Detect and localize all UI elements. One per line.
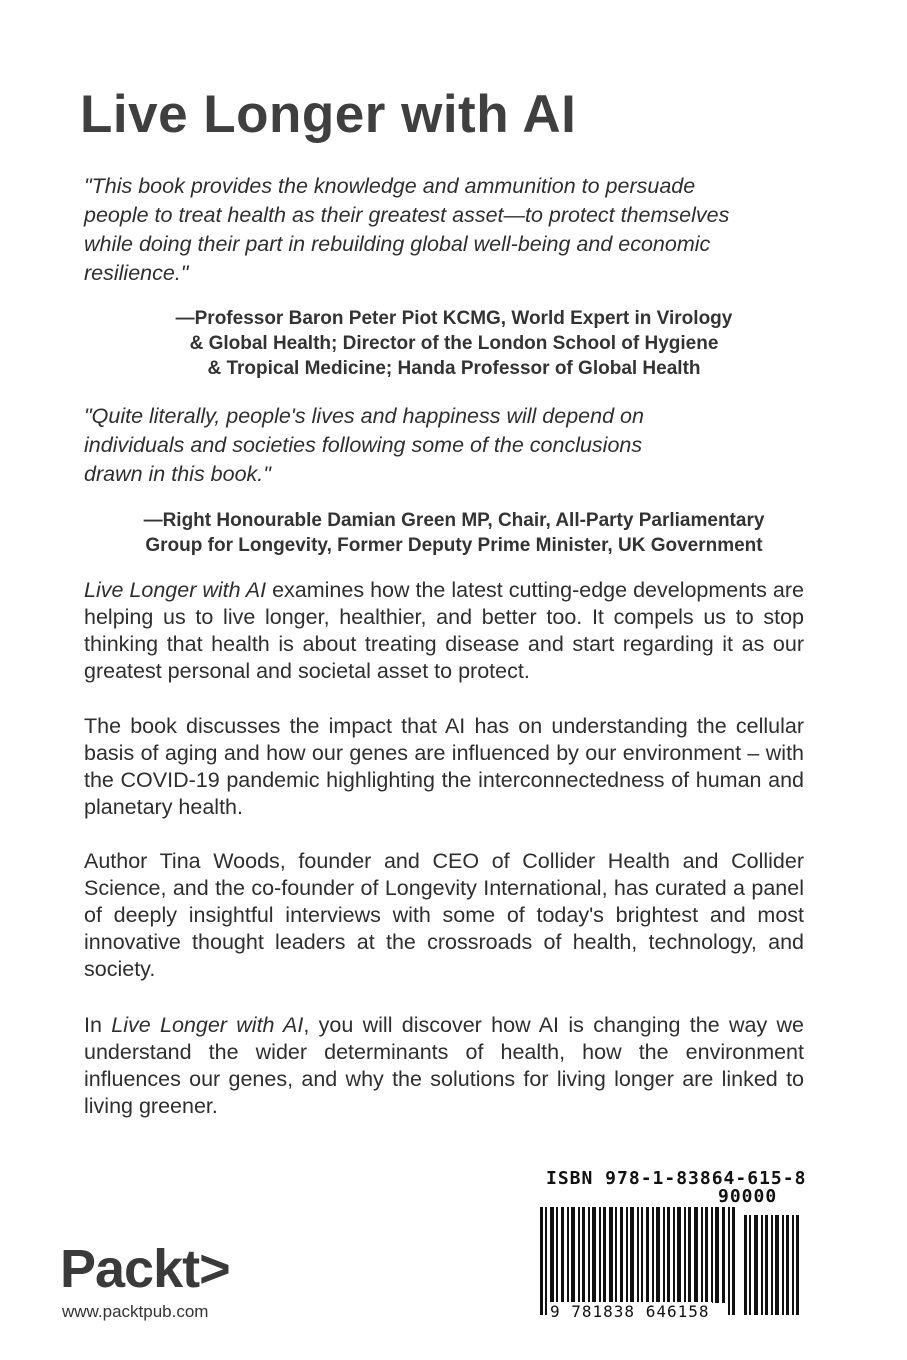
publisher-url: www.packtpub.com [62, 1302, 209, 1321]
paragraph-text: , you will discover how AI is changing the way we understand the wider determinants of health, how the environment influences our genes, and why the solutions for living longer are linked to living greener. [84, 1013, 805, 1118]
attribution-green [84, 508, 824, 558]
isbn-text: ISBN 978-1-83864-615-8 [546, 1168, 807, 1189]
paragraph-prefix: In [84, 1013, 112, 1037]
quote-line: while doing their part in rebuilding global well-being and economic [84, 232, 711, 256]
price-code: 90000 [718, 1186, 778, 1207]
attribution-piot [84, 306, 824, 381]
quote-line: resilience." [84, 261, 189, 285]
quote-green [84, 402, 814, 489]
quote-line: people to treat health as their greatest asset—to protect themselves [84, 203, 730, 227]
barcode-bars-addon [744, 1215, 799, 1315]
quote-piot [84, 172, 814, 288]
quote-line: "This book provides the knowledge and ammunition to persuade [84, 174, 696, 198]
packt-logo: Packt> [60, 1239, 230, 1299]
paragraph-text: examines how the latest cutting-edge developments are helping us to live longer, healthier, and better too. It compels us to stop thinking that health is about treating disease and start regarding it as our greatest personal and societal asset to protect. [84, 578, 804, 683]
barcode-bars-main [540, 1207, 735, 1315]
attribution-line: & Global Health; Director of the London School of Hygiene [189, 333, 719, 354]
description-paragraph-3: Author Tina Woods, founder and CEO of Collider Health and Collider Science, and the co-founder of Longevity International, has curated a panel of deeply insightful interviews with some of today's brightest and most innovative thought leaders at the crossroads of health, technology, and society. [84, 849, 804, 981]
barcode-digits: 9 781838 646158 [550, 1302, 710, 1321]
description-paragraph-1 [84, 577, 804, 685]
book-title-inline: Live Longer with AI [111, 1013, 304, 1037]
book-title: Live Longer with AI [80, 85, 577, 144]
attribution-line: Group for Longevity, Former Deputy Prime Minister, UK Government [145, 535, 763, 556]
attribution-line: —Professor Baron Peter Piot KCMG, World Expert in Virology [175, 308, 733, 329]
quote-line: drawn in this book." [84, 462, 271, 486]
book-title-inline: Live Longer with AI [84, 578, 267, 602]
description-paragraph-2: The book discusses the impact that AI has on understanding the cellular basis of aging and how our genes are influenced by our environment – with the COVID-19 pandemic highlighting the interconnectedness of human and planetary health. [84, 714, 804, 819]
description-paragraph-4 [84, 1012, 804, 1120]
attribution-line: & Tropical Medicine; Handa Professor of Global Health [207, 358, 701, 379]
quote-line: individuals and societies following some of the conclusions [84, 433, 643, 457]
attribution-line: —Right Honourable Damian Green MP, Chair, All-Party Parliamentary [143, 510, 765, 531]
quote-line: "Quite literally, people's lives and happiness will depend on [84, 404, 644, 428]
